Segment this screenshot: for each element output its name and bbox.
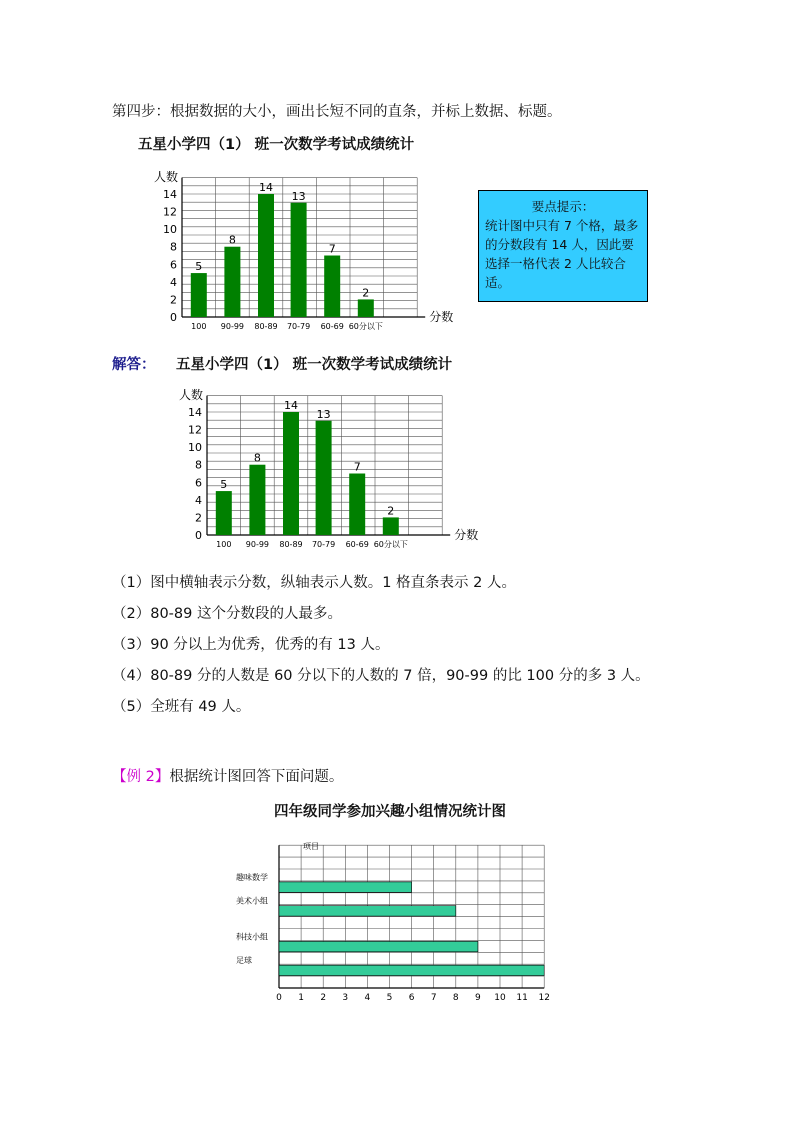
chart1-ytick-label: 10 bbox=[163, 223, 177, 237]
chart3-bar bbox=[279, 882, 412, 892]
chart3-bar bbox=[279, 965, 544, 975]
chart3-xtick-label: 5 bbox=[386, 993, 393, 1003]
chart2-data-label: 7 bbox=[353, 460, 361, 474]
chart3-svg bbox=[220, 835, 570, 1005]
chart1-data-label: 13 bbox=[291, 189, 306, 203]
chart2-ytick-label: 6 bbox=[195, 476, 202, 490]
chart1-ytick-label: 2 bbox=[170, 293, 177, 307]
chart2-bar bbox=[349, 474, 365, 536]
answer-5: （5）全班有 49 人。 bbox=[112, 699, 251, 715]
chart2-xtick-label: 100 bbox=[216, 540, 232, 549]
chart2-ytick-label: 12 bbox=[188, 423, 202, 437]
chart1-xlabel: 分数 bbox=[429, 310, 454, 324]
chart1-data-label: 14 bbox=[259, 181, 273, 194]
chart1-xtick-label: 90-99 bbox=[220, 322, 245, 331]
example2-label: 例 2 bbox=[126, 769, 155, 785]
chart2-ylabel: 人数 bbox=[178, 388, 203, 402]
chart1-data-label: 5 bbox=[195, 260, 203, 274]
chart3-category-label: 足球 bbox=[236, 956, 252, 966]
chart2-bar bbox=[283, 412, 299, 535]
chart2-ytick-label: 2 bbox=[195, 511, 202, 525]
chart3-xtick-label: 0 bbox=[276, 993, 282, 1003]
chart2-ytick-label: 4 bbox=[195, 493, 202, 507]
chart2-xtick-label: 70-79 bbox=[311, 540, 336, 549]
chart2-bar bbox=[216, 491, 232, 535]
chart3-xtick-label: 6 bbox=[408, 993, 415, 1003]
chart1-bar bbox=[324, 256, 340, 318]
chart3-xtick-label: 3 bbox=[342, 993, 349, 1003]
chart3-xtick-label: 9 bbox=[475, 993, 481, 1003]
tip-title: 要点提示： bbox=[531, 199, 595, 214]
chart1-xtick-label: 100 bbox=[191, 322, 207, 331]
chart2-ytick-label: 14 bbox=[188, 406, 202, 419]
chart2-title: 五星小学四（1） 班一次数学考试成绩统计 bbox=[176, 357, 453, 373]
chart1-ytick-label: 8 bbox=[170, 240, 177, 254]
chart1-bar bbox=[291, 203, 307, 317]
chart2-xlabel: 分数 bbox=[454, 528, 479, 542]
chart1-xtick-label: 80-89 bbox=[254, 322, 278, 331]
chart1-ytick-label: 0 bbox=[170, 311, 177, 324]
step4-text: 第四步：根据数据的大小，画出长短不同的直条，并标上数据、标题。 bbox=[112, 104, 562, 120]
chart1-svg bbox=[153, 165, 454, 335]
chart2-ytick-label: 8 bbox=[195, 458, 202, 472]
example2-text: 根据统计图回答下面问题。 bbox=[169, 769, 344, 785]
chart2-xtick-label: 60分以下 bbox=[373, 540, 408, 549]
chart2-xtick-label: 90-99 bbox=[245, 540, 270, 549]
chart3-bar bbox=[279, 941, 478, 951]
chart3-xtick-label: 4 bbox=[364, 993, 371, 1003]
chart3-category-label: 趣味数学 bbox=[236, 872, 268, 882]
chart3-xtick-label: 8 bbox=[452, 993, 459, 1003]
chart2-bar bbox=[249, 465, 265, 535]
example2-line bbox=[112, 765, 343, 786]
chart3-xtick-label: 7 bbox=[430, 993, 437, 1003]
chart2-ytick-label: 10 bbox=[188, 441, 202, 455]
chart2-data-label: 8 bbox=[253, 451, 261, 465]
chart1-bar bbox=[358, 299, 374, 317]
chart3-xtick-label: 12 bbox=[538, 993, 550, 1003]
chart1-data-label: 8 bbox=[228, 233, 236, 247]
chart2-ytick-label: 0 bbox=[195, 529, 202, 542]
chart1-bar bbox=[224, 247, 240, 317]
chart1-ytick-label: 4 bbox=[170, 275, 177, 289]
chart3-title: 四年级同学参加兴趣小组情况统计图 bbox=[274, 804, 506, 820]
chart1-xtick-label: 70-79 bbox=[286, 322, 311, 331]
chart1-ytick-label: 12 bbox=[163, 205, 177, 219]
chart1-ytick-label: 6 bbox=[170, 258, 177, 272]
chart3-category-label: 科技小组 bbox=[236, 932, 268, 942]
tip-body: 统计图中只有 7 个格，最多的分数段有 14 人，因此要选择一格代表 2 人比较合适。 bbox=[485, 218, 639, 290]
chart2-bar bbox=[383, 517, 399, 535]
chart1-bar bbox=[191, 273, 207, 317]
answer-2: （2）80-89 这个分数段的人最多。 bbox=[112, 606, 342, 622]
chart2-xtick-label: 80-89 bbox=[279, 540, 303, 549]
chart1-title: 五星小学四（1） 班一次数学考试成绩统计 bbox=[138, 137, 415, 153]
chart2-bar bbox=[316, 421, 332, 535]
chart1-bar bbox=[258, 194, 274, 317]
chart2-svg bbox=[178, 383, 485, 553]
chart1-xtick-label: 60分以下 bbox=[348, 322, 383, 331]
chart2-data-label: 5 bbox=[220, 478, 228, 492]
chart3-header: 项目 bbox=[303, 842, 319, 851]
chart3-category-label: 美术小组 bbox=[236, 896, 268, 906]
chart1-data-label: 2 bbox=[362, 286, 370, 300]
chart2-data-label: 2 bbox=[387, 504, 395, 518]
chart1-data-label: 7 bbox=[328, 242, 336, 256]
answer-label: 解答： bbox=[112, 357, 156, 373]
chart3-xtick-label: 2 bbox=[320, 993, 327, 1003]
example2-bracket-open: 【 bbox=[112, 769, 127, 785]
answer-4: （4）80-89 分的人数是 60 分以下的人数的 7 倍，90-99 的比 100 分的多 3 人。 bbox=[112, 668, 650, 684]
chart2-data-label: 13 bbox=[316, 407, 331, 421]
chart3-xtick-label: 1 bbox=[298, 993, 304, 1003]
chart1-ytick-label: 14 bbox=[163, 188, 177, 201]
answer-1: （1）图中横轴表示分数，纵轴表示人数。1 格直条表示 2 人。 bbox=[112, 575, 517, 591]
tip-box bbox=[478, 190, 648, 302]
chart2-data-label: 14 bbox=[284, 399, 298, 412]
chart3-xtick-label: 10 bbox=[494, 993, 506, 1003]
chart3-xtick-label: 11 bbox=[516, 993, 528, 1003]
example2-bracket-close: 】 bbox=[154, 769, 170, 785]
answer-3: （3）90 分以上为优秀，优秀的有 13 人。 bbox=[112, 637, 390, 653]
chart1-xtick-label: 60-69 bbox=[320, 322, 344, 331]
chart2-xtick-label: 60-69 bbox=[345, 540, 369, 549]
chart1-ylabel: 人数 bbox=[153, 170, 178, 184]
chart3-bar bbox=[279, 906, 456, 916]
